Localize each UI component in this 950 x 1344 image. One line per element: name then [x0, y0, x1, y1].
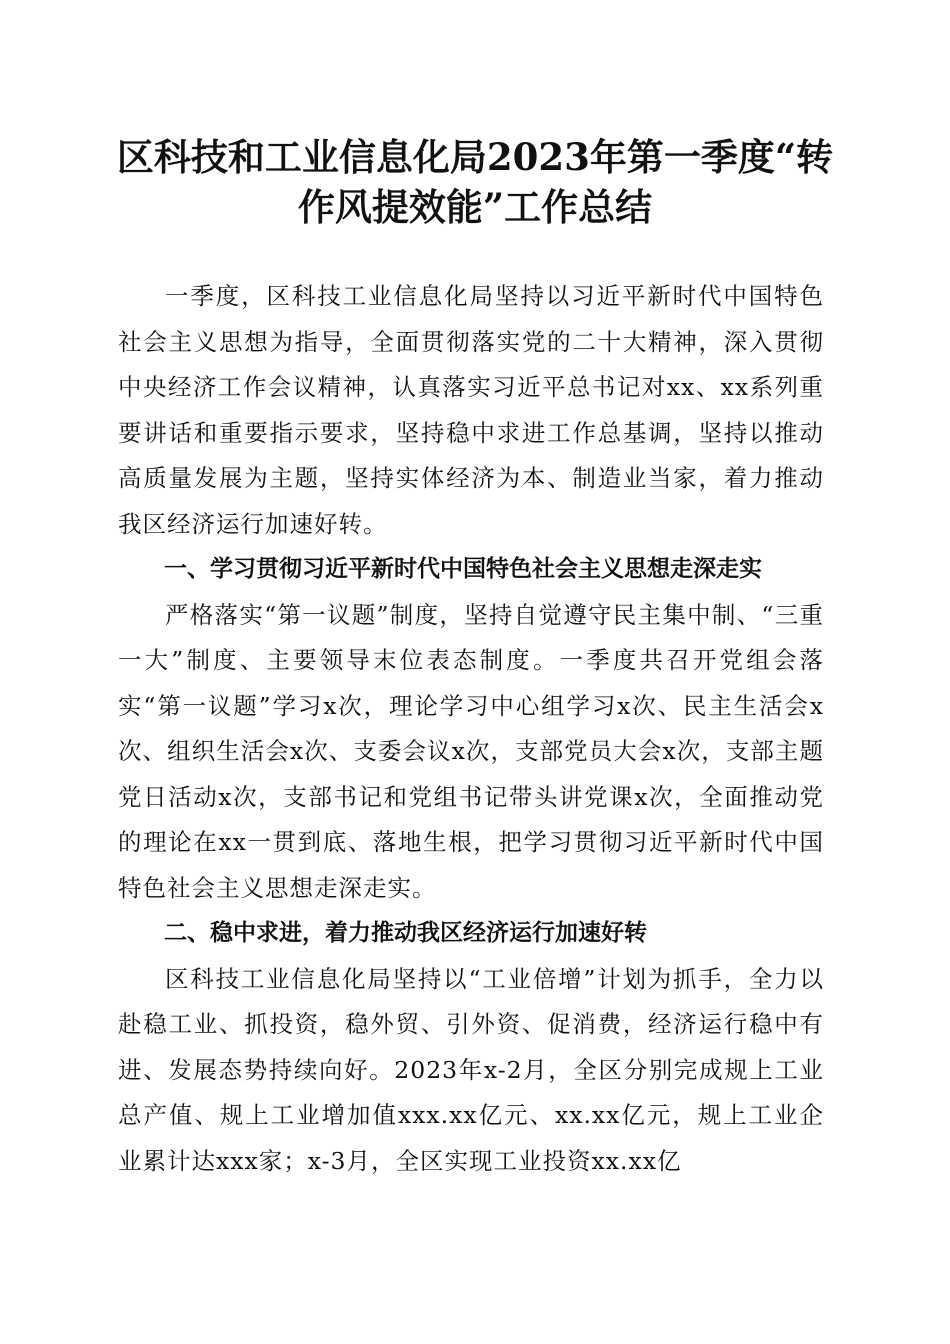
section-paragraph-1: 严格落实“第一议题”制度，坚持自觉遵守民主集中制、“三重一大”制度、主要领导末位表态制度。一季度共召开党组会落实“第一议题”学习x次，理论学习中心组学习x次、民主生活会x次、组织生活会x次、支委会议x次，支部党员大会x次，支部主题党日活动x次，支部书记和党组书记带头讲党课x次，全面推动党的理论在xx一贯到底、落地生根，把学习贯彻习近平新时代中国特色社会主义思想走深走实。: [118, 600, 824, 902]
section-heading-1: 一、学习贯彻习近平新时代中国特色社会主义思想走深走实: [164, 556, 762, 582]
section-heading-2: 二、稳中求进，着力推动我区经济运行加速好转: [164, 920, 647, 946]
document-title: 区科技和工业信息化局2023年第一季度“转作风提效能”工作总结: [116, 135, 834, 229]
document-body: [118, 274, 824, 1184]
section-paragraph-2: 区科技工业信息化局坚持以“工业倍增”计划为抓手，全力以赴稳工业、抓投资，稳外贸、引外资、促消费，经济运行稳中有进、发展态势持续向好。2023年x-2月，全区分别完成规上工业总产值、规上工业增加值xxx.xx亿元、xx.xx亿元，规上工业企业累计达xxx家；x-3月，全区实现工业投资xx.xx亿: [118, 964, 824, 1175]
intro-paragraph: 一季度，区科技工业信息化局坚持以习近平新时代中国特色社会主义思想为指导，全面贯彻落实党的二十大精神，深入贯彻中央经济工作会议精神，认真落实习近平总书记对xx、xx系列重要讲话和重要指示要求，坚持稳中求进工作总基调，坚持以推动高质量发展为主题，坚持实体经济为本、制造业当家，着力推动我区经济运行加速好转。: [118, 282, 824, 538]
